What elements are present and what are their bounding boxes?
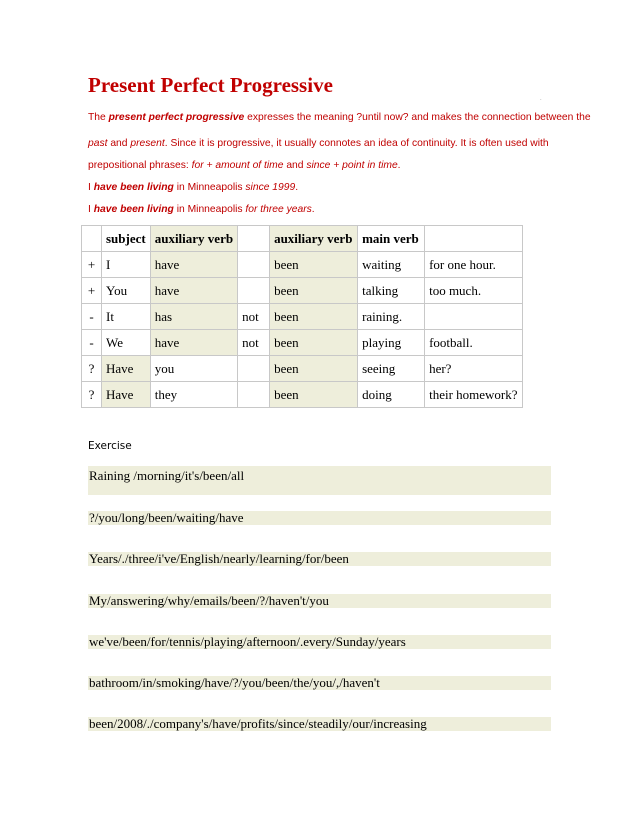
table-cell: you (150, 356, 237, 382)
example-text: in Minneapolis (173, 182, 246, 193)
exercise-item: bathroom/in/smoking/have/?/you/been/the/you/,/haven't (88, 676, 551, 690)
table-cell: I (102, 252, 151, 278)
table-header-cell (82, 226, 102, 252)
exercise-item: Years/./three/i've/English/nearly/learning/for/been (88, 552, 551, 566)
table-row (82, 304, 523, 330)
intro-text: The (88, 112, 109, 123)
intro-term: present perfect progressive (108, 112, 245, 123)
table-cell: waiting (358, 252, 425, 278)
table-row (82, 278, 523, 304)
intro-line-3 (88, 159, 401, 173)
table-cell: raining. (358, 304, 425, 330)
table-cell: have (150, 278, 237, 304)
table-cell: Have (102, 382, 151, 408)
table-cell: too much. (425, 278, 522, 304)
table-cell: have (150, 252, 237, 278)
example-text: I (88, 182, 94, 193)
table-cell: football. (425, 330, 522, 356)
table-cell: You (102, 278, 151, 304)
intro-text: . Since it is progressive, it usually connotes an idea of continuity. It is often used with (164, 138, 549, 149)
intro-line-2 (88, 137, 549, 151)
table-cell: have (150, 330, 237, 356)
table-cell: doing (358, 382, 425, 408)
table-cell: seeing (358, 356, 425, 382)
exercise-item: My/answering/why/emails/been/?/haven't/you (88, 594, 551, 608)
table-cell: not (238, 304, 270, 330)
table-row (82, 382, 523, 408)
example-text: . (295, 182, 299, 193)
corner-mark: . (540, 96, 542, 102)
intro-term-for: for + amount of time (191, 160, 284, 171)
intro-text: and (283, 160, 307, 171)
intro-text: . (397, 160, 401, 171)
example-text: in Minneapolis (173, 204, 246, 215)
exercise-item: been/2008/./company's/have/profits/since/steadily/our/increasing (88, 717, 551, 731)
exercise-heading: Exercise (88, 440, 132, 452)
table-header-row (82, 226, 523, 252)
table-cell: been (270, 382, 358, 408)
table-row (82, 330, 523, 356)
intro-text: prepositional phrases: (88, 160, 192, 171)
table-cell: been (270, 330, 358, 356)
table-cell-sign: ? (82, 382, 102, 408)
table-header-cell: auxiliary verb (150, 226, 237, 252)
intro-text: and (107, 138, 131, 149)
table-cell (238, 356, 270, 382)
table-cell: her? (425, 356, 522, 382)
table-cell: It (102, 304, 151, 330)
table-header-cell (425, 226, 522, 252)
table-cell (238, 278, 270, 304)
table-cell: they (150, 382, 237, 408)
exercise-item: ?/you/long/been/waiting/have (88, 511, 551, 525)
example-time: for three years (245, 204, 312, 215)
table-header-cell: subject (102, 226, 151, 252)
grammar-table (81, 225, 523, 408)
intro-term-since: since + point in time (306, 160, 398, 171)
table-header-cell: main verb (358, 226, 425, 252)
table-cell-sign: + (82, 252, 102, 278)
table-cell-sign: - (82, 330, 102, 356)
table-header-cell (238, 226, 270, 252)
table-row (82, 356, 523, 382)
table-cell: Have (102, 356, 151, 382)
example-verb: have been living (93, 182, 174, 193)
table-cell (238, 382, 270, 408)
table-cell: their homework? (425, 382, 522, 408)
table-cell: playing (358, 330, 425, 356)
table-cell: been (270, 278, 358, 304)
table-cell (425, 304, 522, 330)
intro-text: expresses the meaning ?until now? and makes the connection between the (244, 112, 591, 123)
intro-term-present: present (130, 138, 165, 149)
example-sentence-1 (88, 181, 298, 195)
example-sentence-2 (88, 203, 315, 217)
intro-line-1 (88, 111, 591, 125)
table-cell: not (238, 330, 270, 356)
example-text: . (311, 204, 315, 215)
table-cell: has (150, 304, 237, 330)
table-cell: talking (358, 278, 425, 304)
intro-term-past: past (88, 138, 108, 149)
table-cell-sign: + (82, 278, 102, 304)
page-title: Present Perfect Progressive (88, 73, 333, 97)
table-cell: been (270, 304, 358, 330)
example-verb: have been living (93, 204, 174, 215)
table-cell: for one hour. (425, 252, 522, 278)
table-cell: been (270, 252, 358, 278)
exercise-item: Raining /morning/it's/been/all (88, 466, 551, 495)
example-time: since 1999 (245, 182, 296, 193)
table-cell-sign: - (82, 304, 102, 330)
table-cell: been (270, 356, 358, 382)
table-row (82, 252, 523, 278)
table-cell: We (102, 330, 151, 356)
table-cell-sign: ? (82, 356, 102, 382)
exercise-item: we've/been/for/tennis/playing/afternoon/.every/Sunday/years (88, 635, 551, 649)
table-cell (238, 252, 270, 278)
example-text: I (88, 204, 94, 215)
table-header-cell: auxiliary verb (270, 226, 358, 252)
